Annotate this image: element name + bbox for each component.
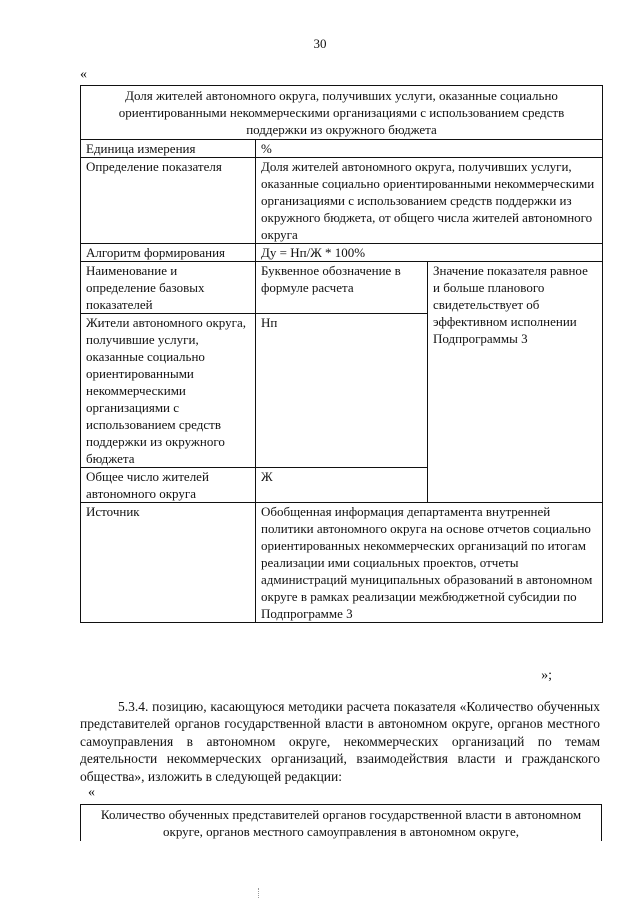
algorithm-label: Алгоритм формирования [81, 244, 256, 262]
definition-row [81, 158, 603, 244]
next-table-header-row [81, 805, 602, 842]
base-indicator-letter: Нп [256, 314, 428, 468]
closing-quote: »; [541, 668, 552, 683]
scan-artifact [258, 888, 263, 898]
indicator-title: Доля жителей автономного округа, получивших услуги, оказанные социально ориентированными некоммерческими организациями с использованием средств поддержки из окружного бюджета [81, 86, 603, 140]
source-value: Обобщенная информация департамента внутренней политики автономного округа на основе отчетов социально ориентированных некоммерческих организаций по итогам реализации ими социальных проектов, отчеты администраций муниципальных образований в автономном округе в рамках реализации межбюджетной субсидии по Подпрограмме 3 [256, 503, 603, 623]
opening-quote: « [80, 67, 87, 82]
unit-label: Единица измерения [81, 140, 256, 158]
definition-value: Доля жителей автономного округа, получивших услуги, оказанные социально ориентированными некоммерческими организациями с использованием средств поддержки из окружного бюджета, от общего числа жителей автономного округа [256, 158, 603, 244]
indicator-value-description: Значение показателя равное и больше планового свидетельствует об эффективном исполнении Подпрограммы 3 [428, 262, 603, 503]
page-number: 30 [313, 36, 327, 51]
source-row [81, 503, 603, 623]
base-indicators-header-row [81, 262, 603, 314]
base-indicator-letter: Ж [256, 468, 428, 503]
indicator-table [80, 85, 603, 623]
base-name-column-header: Наименование и определение базовых показателей [81, 262, 256, 314]
letter-column-header: Буквенное обозначение в формуле расчета [256, 262, 428, 314]
base-indicator-name: Общее число жителей автономного округа [81, 468, 256, 503]
table-header-row [81, 86, 603, 140]
amendment-paragraph: 5.3.4. позицию, касающуюся методики расчета показателя «Количество обученных представителей органов государственной власти в автономном округе, органов местного самоуправления в автономном округе, некоммерческих организаций по темам деятельности некоммерческих организаций, взаимодействия власти и гражданского общества», изложить в следующей редакции: [80, 698, 600, 784]
definition-label: Определение показателя [81, 158, 256, 244]
algorithm-value: Ду = Нп/Ж * 100% [256, 244, 603, 262]
opening-quote-2: « [88, 785, 95, 800]
base-indicator-name: Жители автономного округа, получившие услуги, оказанные социально ориентированными некоммерческими организациями с использованием средств поддержки из окружного бюджета [81, 314, 256, 468]
next-indicator-table [80, 804, 602, 841]
next-indicator-title: Количество обученных представителей органов государственной власти в автономном округе, органов местного самоуправления в автономном округе, [81, 805, 602, 842]
unit-row [81, 140, 603, 158]
unit-value: % [256, 140, 603, 158]
source-label: Источник [81, 503, 256, 623]
algorithm-row [81, 244, 603, 262]
